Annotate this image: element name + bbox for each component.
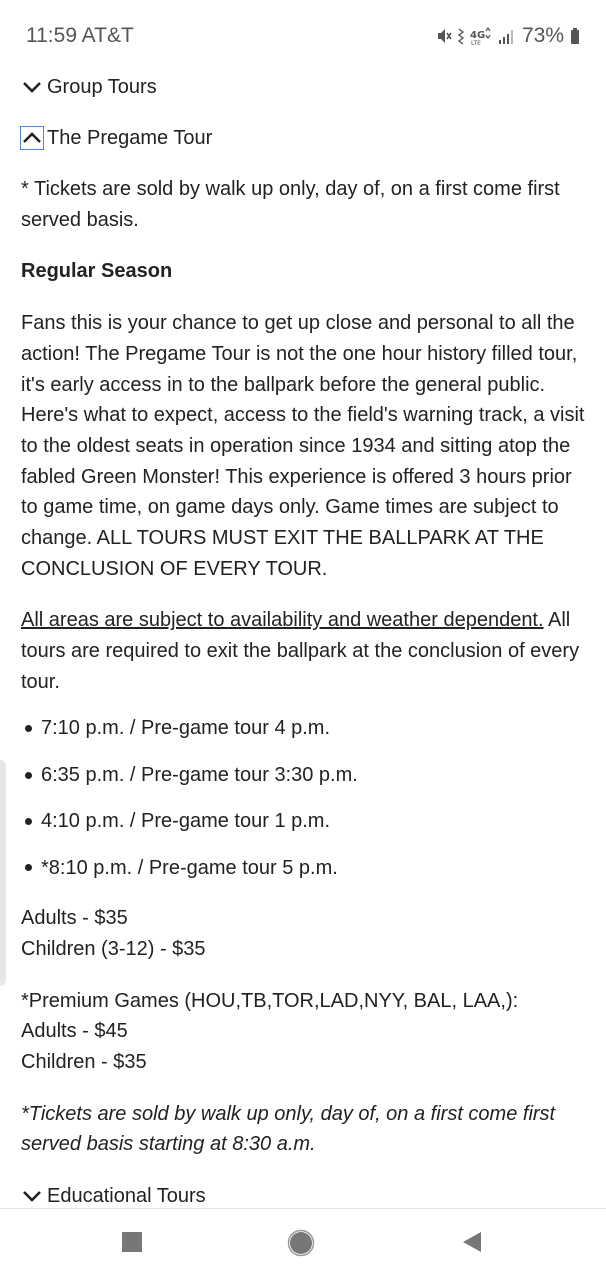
premium-heading: *Premium Games (HOU,TB,TOR,LAD,NYY, BAL, LAA,): [21, 989, 519, 1012]
edge-panel-handle[interactable] [0, 760, 6, 986]
accordion-educational-tours[interactable] [21, 1181, 591, 1211]
page-content [21, 72, 591, 1211]
list-item: *8:10 p.m. / Pre-game tour 5 p.m. [21, 845, 591, 891]
status-bar [0, 0, 606, 72]
availability-note [21, 605, 591, 697]
home-circle-icon[interactable] [287, 1229, 315, 1257]
svg-text:LTE: LTE [470, 40, 481, 45]
vibrate-icon [458, 27, 464, 45]
availability-text: All tours are required to exit the ballpark at the conclusion of every tour. [21, 609, 580, 693]
premium-adults: Adults - $45 [21, 1020, 128, 1043]
regular-prices [21, 903, 591, 964]
accordion-group-tours[interactable] [21, 72, 591, 102]
battery-icon [570, 27, 580, 45]
accordion-label-pregame-tour: The Pregame Tour [47, 126, 213, 149]
4g-lte-icon [470, 27, 492, 45]
tour-description: Fans this is your chance to get up close and personal to all the action! The Pregame Tour is not the one hour history filled tour, it's early access in to the ballpark before the general public. Here's what to expect, access to the field's warning track, a visit to the oldest seats in operation since 1934 and sitting atop the fabled Green Monster! This experience is offered 3 hours prior to game time, on game days only. Game times are subject to change. ALL TOURS MUST EXIT THE BALLPARK AT THE CONCLUSION OF EVERY TOUR. [21, 312, 585, 580]
price-children: Children (3-12) - $35 [21, 937, 206, 960]
price-adults: Adults - $35 [21, 907, 128, 930]
battery-percent: 73% [521, 24, 564, 47]
bullet-icon [25, 864, 32, 871]
game-times-list [21, 706, 591, 892]
navigation-bar [0, 1208, 606, 1280]
list-item: 6:35 p.m. / Pre-game tour 3:30 p.m. [21, 752, 591, 798]
list-item: 7:10 p.m. / Pre-game tour 4 p.m. [21, 706, 591, 752]
availability-link[interactable]: All areas are subject to availability and weather dependent. [21, 609, 544, 632]
back-triangle-icon[interactable] [461, 1231, 483, 1253]
bullet-icon [25, 818, 32, 825]
signal-icon [498, 27, 516, 45]
bullet-icon [25, 725, 32, 732]
svg-text:4G: 4G [469, 30, 486, 41]
premium-prices [21, 986, 591, 1078]
mute-icon [436, 27, 452, 45]
accordion-pregame-tour[interactable] [21, 123, 591, 153]
status-icons [436, 24, 580, 48]
accordion-label-educational-tours: Educational Tours [47, 1184, 206, 1207]
status-time-carrier: 11:59 AT&T [26, 24, 134, 47]
list-item: 4:10 p.m. / Pre-game tour 1 p.m. [21, 798, 591, 844]
accordion-label-group-tours: Group Tours [47, 75, 157, 98]
bullet-icon [25, 772, 32, 779]
regular-season-heading: Regular Season [21, 260, 173, 283]
chevron-down-icon [21, 76, 43, 98]
tickets-note: * Tickets are sold by walk up only, day of, on a first come first served basis. [21, 178, 560, 231]
chevron-up-icon [21, 127, 43, 149]
chevron-down-icon [21, 1185, 43, 1207]
premium-children: Children - $35 [21, 1050, 147, 1073]
tickets-footer-note: *Tickets are sold by walk up only, day of, on a first come first served basis starting at 8:30 a.m. [21, 1102, 556, 1156]
recents-square-icon[interactable] [121, 1231, 143, 1253]
